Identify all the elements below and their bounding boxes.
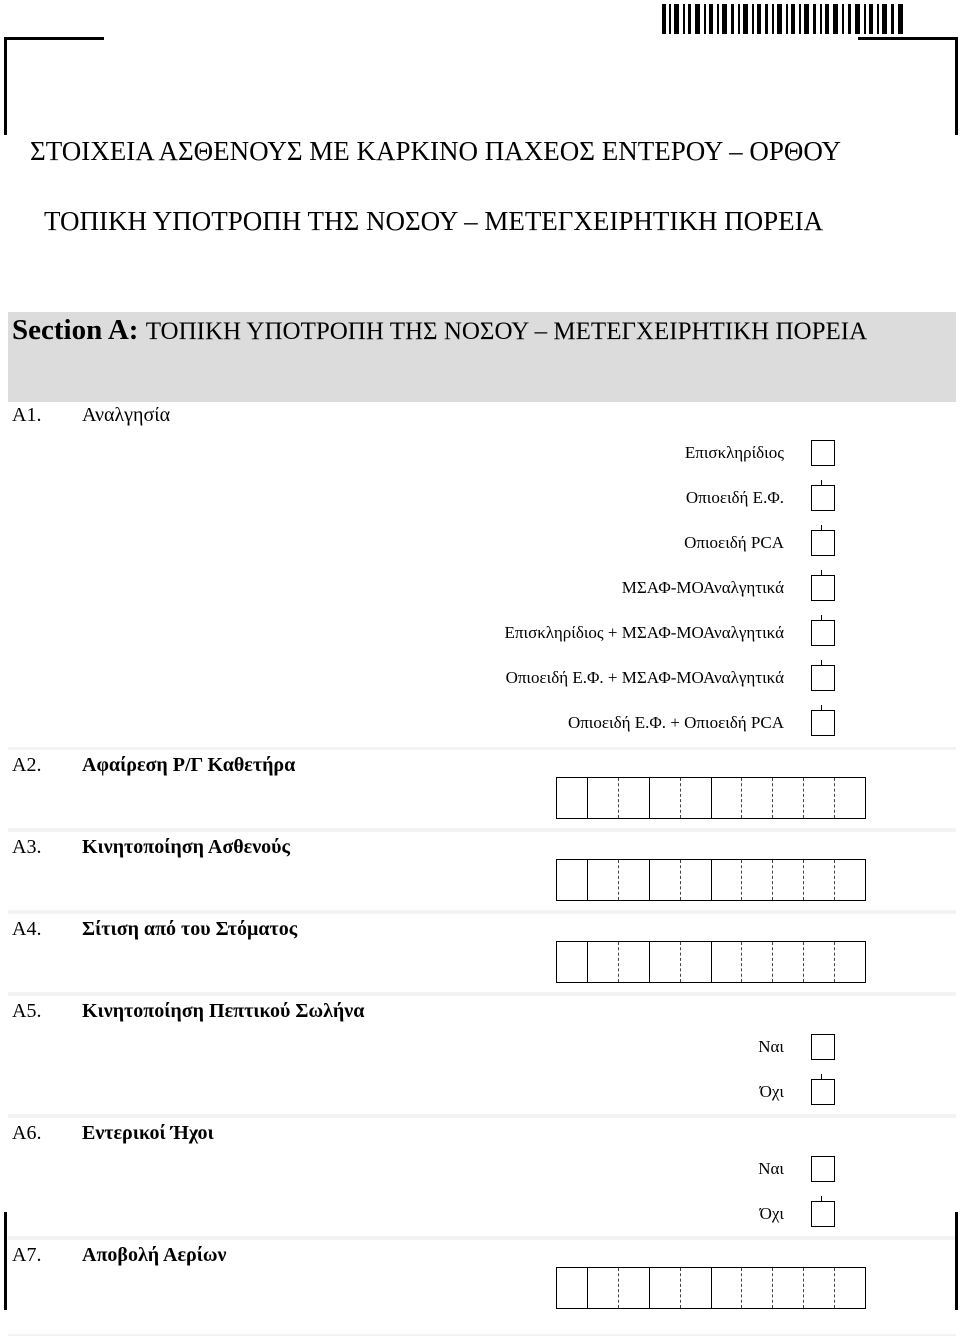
question-number-a6: Α6. <box>12 1122 42 1144</box>
question-number-a3: Α3. <box>12 836 42 858</box>
a1-option-opioid-iv: Οπιοειδή Ε.Φ. <box>685 488 784 507</box>
a1-checkbox-opioid-pca[interactable] <box>811 530 835 556</box>
a1-option-nsaid: ΜΣΑΦ-ΜΟΑναλγητικά <box>621 578 784 597</box>
a5-option-no: Όχι <box>759 1082 784 1101</box>
a1-checkbox-epidural-nsaid[interactable] <box>811 620 835 646</box>
barcode <box>662 4 904 34</box>
corner-mark-top-right-v <box>955 37 958 135</box>
a6-option-yes: Ναι <box>758 1159 784 1178</box>
a1-option-epidural-nsaid: Επισκληρίδιος + ΜΣΑΦ-ΜΟΑναλγητικά <box>504 623 784 642</box>
a6-checkbox-no[interactable] <box>811 1201 835 1227</box>
a1-checkbox-opioid-iv[interactable] <box>811 485 835 511</box>
a1-option-opioid-pca: Οπιοειδή PCA <box>684 533 784 552</box>
form-title-line2: ΤΟΠΙΚΗ ΥΠΟΤΡΟΠΗ ΤΗΣ ΝΟΣΟΥ – ΜΕΤΕΓΧΕΙΡΗΤΙΚΗ ΠΟΡΕΙΑ <box>44 206 824 236</box>
a1-checkbox-opioid-iv-nsaid[interactable] <box>811 665 835 691</box>
a2-date-entry-grid[interactable] <box>556 777 866 819</box>
question-number-a4: Α4. <box>12 918 42 940</box>
a5-checkbox-yes[interactable] <box>811 1034 835 1060</box>
a1-checkbox-epidural[interactable] <box>811 440 835 466</box>
a7-date-entry-grid[interactable] <box>556 1267 866 1309</box>
question-label-a3: Κινητοποίηση Ασθενούς <box>82 836 290 858</box>
question-number-a1: Α1. <box>12 404 42 426</box>
a1-option-opioid-iv-pca: Οπιοειδή Ε.Φ. + Οπιοειδή PCA <box>567 713 784 732</box>
question-number-a2: Α2. <box>12 754 42 776</box>
question-label-a7: Αποβολή Αερίων <box>82 1244 227 1266</box>
a4-date-entry-grid[interactable] <box>556 941 866 983</box>
a1-checkbox-opioid-iv-pca[interactable] <box>811 710 835 736</box>
a5-checkbox-no[interactable] <box>811 1079 835 1105</box>
section-title-text: ΤΟΠΙΚΗ ΥΠΟΤΡΟΠΗ ΤΗΣ ΝΟΣΟΥ – ΜΕΤΕΓΧΕΙΡΗΤΙΚΗ ΠΟΡΕΙΑ <box>145 318 868 345</box>
corner-mark-bottom-left <box>4 1212 7 1310</box>
corner-mark-top-left-v <box>4 37 7 135</box>
corner-mark-top-left <box>4 37 104 40</box>
question-label-a5: Κινητοποίηση Πεπτικού Σωλήνα <box>82 1000 365 1022</box>
a6-checkbox-yes[interactable] <box>811 1156 835 1182</box>
corner-mark-bottom-right <box>955 1212 958 1310</box>
a1-option-opioid-iv-nsaid: Οπιοειδή Ε.Φ. + ΜΣΑΦ-ΜΟΑναλγητικά <box>505 668 784 687</box>
a6-option-no: Όχι <box>759 1204 784 1223</box>
question-number-a7: Α7. <box>12 1244 42 1266</box>
a1-option-epidural: Επισκληρίδιος <box>684 443 784 462</box>
corner-mark-top-right <box>858 37 958 40</box>
section-title <box>12 314 867 347</box>
question-label-a6: Εντερικοί Ήχοι <box>82 1122 214 1144</box>
a5-option-yes: Ναι <box>758 1037 784 1056</box>
form-title-line1: ΣΤΟΙΧΕΙΑ ΑΣΘΕΝΟΥΣ ΜΕ ΚΑΡΚΙΝΟ ΠΑΧΕΟΣ ΕΝΤΕΡΟΥ – ΟΡΘΟΥ <box>30 136 842 166</box>
question-label-a2: Αφαίρεση Ρ/Γ Καθετήρα <box>82 754 296 776</box>
question-label-a1: Αναλγησία <box>82 404 171 426</box>
question-label-a4: Σίτιση από του Στόματος <box>82 918 298 940</box>
a1-checkbox-nsaid[interactable] <box>811 575 835 601</box>
header-background <box>8 40 956 312</box>
a3-date-entry-grid[interactable] <box>556 859 866 901</box>
question-number-a5: Α5. <box>12 1000 42 1022</box>
section-prefix: Section A: <box>12 314 139 346</box>
